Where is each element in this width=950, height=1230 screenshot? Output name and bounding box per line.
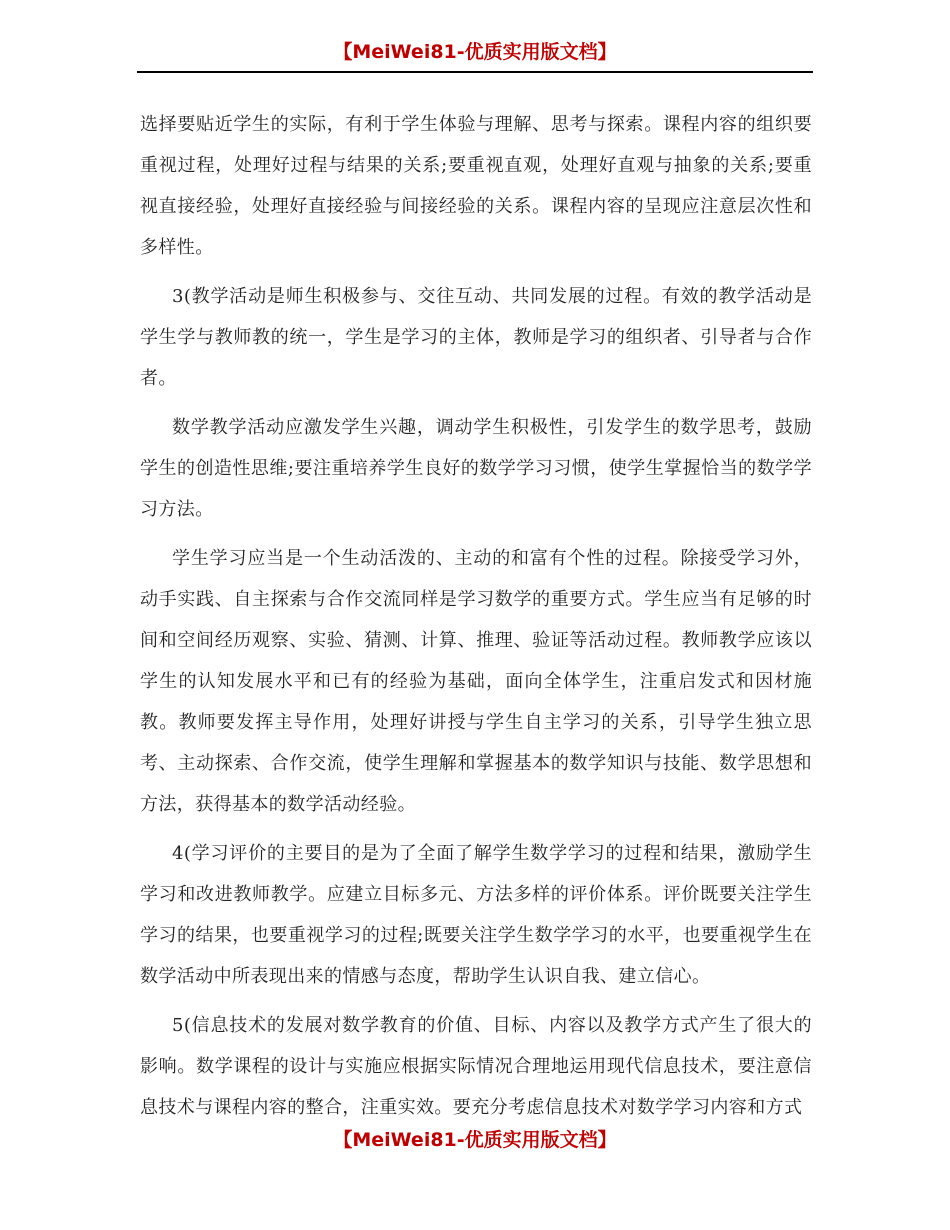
paragraph-continuation: 选择要贴近学生的实际，有利于学生体验与理解、思考与探索。课程内容的组织要重视过程，处理好过程与结果的关系;要重视直观，处理好直观与抽象的关系;要重视直接经验，处理好直接经验与间接经验的关系。课程内容的呈现应注意层次性和多样性。 (140, 114, 812, 258)
page-header: 【MeiWei81-优质实用版文档】 (333, 41, 617, 63)
page-footer: 【MeiWei81-优质实用版文档】 (333, 1129, 617, 1151)
header-rule (137, 71, 813, 73)
paragraph-teaching-activity: 数学教学活动应激发学生兴趣，调动学生积极性，引发学生的数学思考，鼓励学生的创造性思维;要注重培养学生良好的数学学习习惯，使学生掌握恰当的数学学习方法。 (140, 417, 812, 520)
paragraph-item-3: 3(教学活动是师生积极参与、交往互动、共同发展的过程。有效的教学活动是学生学与教师教的统一，学生是学习的主体，教师是学习的组织者、引导者与合作者。 (140, 286, 812, 389)
paragraph-item-5: 5(信息技术的发展对数学教育的价值、目标、内容以及教学方式产生了很大的影响。数学课程的设计与实施应根据实际情况合理地运用现代信息技术，要注意信息技术与课程内容的整合，注重实效。要充分考虑信息技术对数学学习内容和方式 (140, 1015, 812, 1118)
paragraph-student-learning: 学生学习应当是一个生动活泼的、主动的和富有个性的过程。除接受学习外，动手实践、自主探索与合作交流同样是学习数学的重要方式。学生应当有足够的时间和空间经历观察、实验、猜测、计算、推理、验证等活动过程。教师教学应该以学生的认知发展水平和已有的经验为基础，面向全体学生，注重启发式和因材施教。教师要发挥主导作用，处理好讲授与学生自主学习的关系，引导学生独立思考、主动探索、合作交流，使学生理解和掌握基本的数学知识与技能、数学思想和方法，获得基本的数学活动经验。 (140, 548, 812, 815)
paragraph-item-4: 4(学习评价的主要目的是为了全面了解学生数学学习的过程和结果，激励学生学习和改进教师教学。应建立目标多元、方法多样的评价体系。评价既要关注学生学习的结果，也要重视学习的过程;既要关注学生数学学习的水平，也要重视学生在数学活动中所表现出来的情感与态度，帮助学生认识自我、建立信心。 (140, 843, 812, 987)
document-body (140, 104, 812, 1136)
